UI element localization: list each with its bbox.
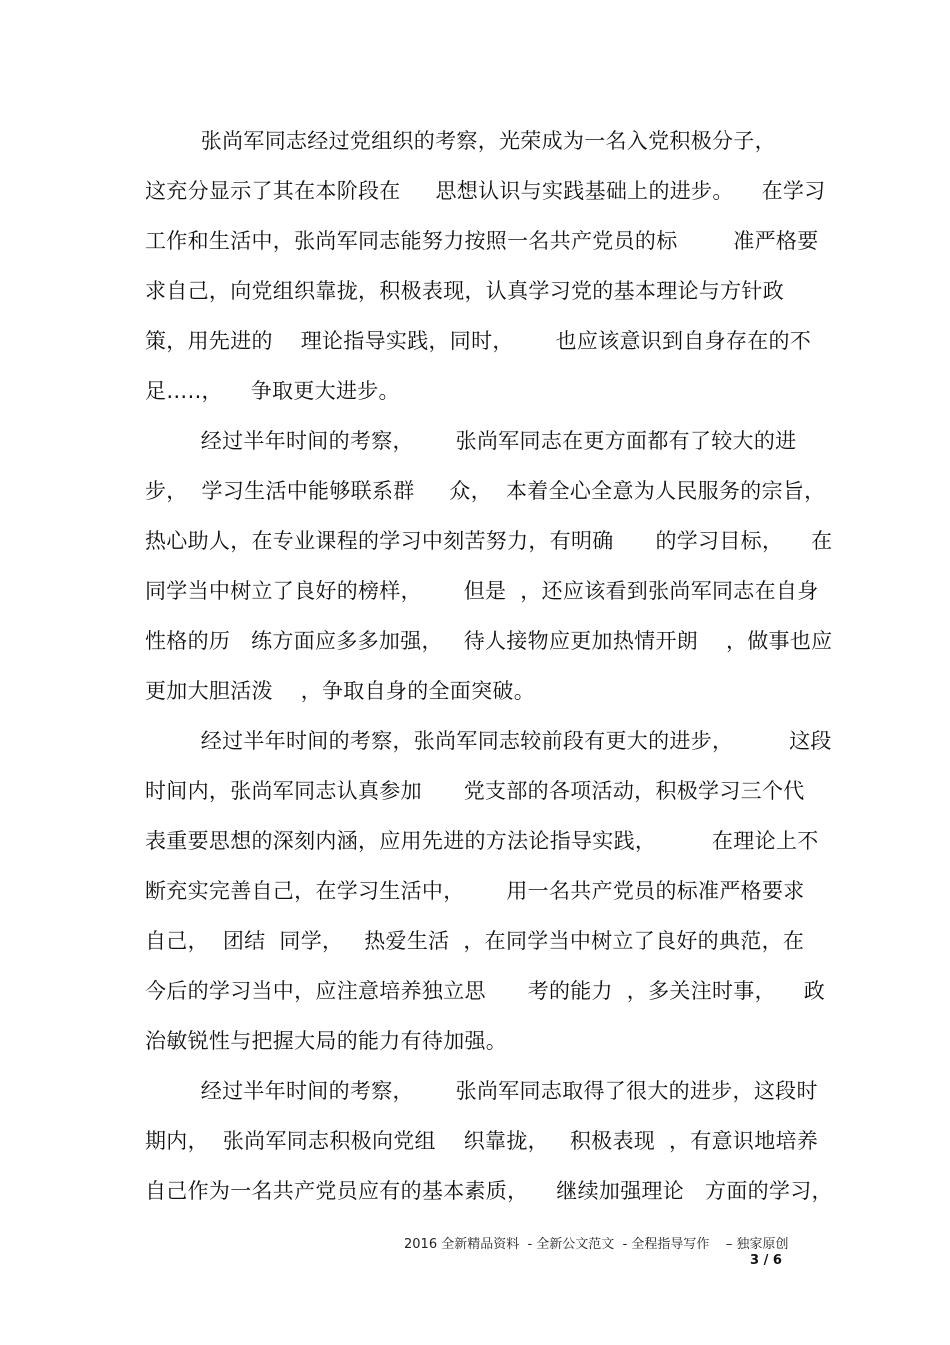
text-line: 热心助人，在专业课程的学习中刻苦努力，有明确 的学习目标， 在 — [145, 529, 833, 553]
text-line: 经过半年时间的考察， 张尚军同志在更方面都有了较大的进 — [145, 429, 797, 453]
footer-text: 2016 全新精品资料 - 全新公文范文 - 全程指导写作 – 独家原创 — [404, 1237, 789, 1252]
text-line: 张尚军同志经过党组织的考察，光荣成为一名入党积极分子， — [145, 129, 776, 153]
text-line: 求自己，向党组织靠拢，积极表现，认真学习党的基本理论与方针政 — [145, 279, 784, 303]
text-line: 时间内，张尚军同志认真参加 党支部的各项活动，积极学习三个代 — [145, 779, 805, 803]
text-line: 期内， 张尚军同志积极向党组 织靠拢， 积极表现 ，有意识地培养 — [145, 1129, 819, 1153]
text-line: 工作和生活中，张尚军同志能努力按照一名共产党员的标 准严格要 — [145, 229, 819, 253]
text-line: 治敏锐性与把握大局的能力有待加强。 — [145, 1029, 508, 1053]
text-line: 同学当中树立了良好的榜样， 但是 ，还应该看到张尚军同志在自身 — [145, 579, 819, 603]
text-line: 经过半年时间的考察， 张尚军同志取得了很大的进步，这段时 — [145, 1079, 818, 1103]
text-line: 步， 学习生活中能够联系群 众， 本着全心全意为人民服务的宗旨， — [145, 479, 826, 503]
text-line: 足…..， 争取更大进步。 — [145, 379, 400, 403]
text-line: 今后的学习当中，应注意培养独立思 考的能力 ，多关注时事， 政 — [145, 979, 826, 1003]
text-line: 自己作为一名共产党员应有的基本素质， 继续加强理论 方面的学习， — [145, 1179, 833, 1203]
text-line: 更加大胆活泼 ，争取自身的全面突破。 — [145, 679, 535, 703]
text-line: 表重要思想的深刻内涵，应用先进的方法论指导实践， 在理论上不 — [145, 829, 819, 853]
text-line: 策，用先进的 理论指导实践，同时， 也应该意识到自身存在的不 — [145, 329, 812, 353]
text-line: 自己， 团结 同学， 热爱生活 ，在同学当中树立了良好的典范，在 — [145, 929, 805, 953]
text-line: 经过半年时间的考察，张尚军同志较前段有更大的进步， 这段 — [145, 729, 832, 753]
text-line: 断充实完善自己，在学习生活中， 用一名共产党员的标准严格要求 — [145, 879, 805, 903]
text-line: 这充分显示了其在本阶段在 思想认识与实践基础上的进步。 在学习 — [145, 179, 826, 203]
text-line: 性格的历 练方面应多多加强， 待人接物应更加热情开朗 ，做事也应 — [145, 629, 833, 653]
page-number: 3 / 6 — [750, 1253, 782, 1268]
